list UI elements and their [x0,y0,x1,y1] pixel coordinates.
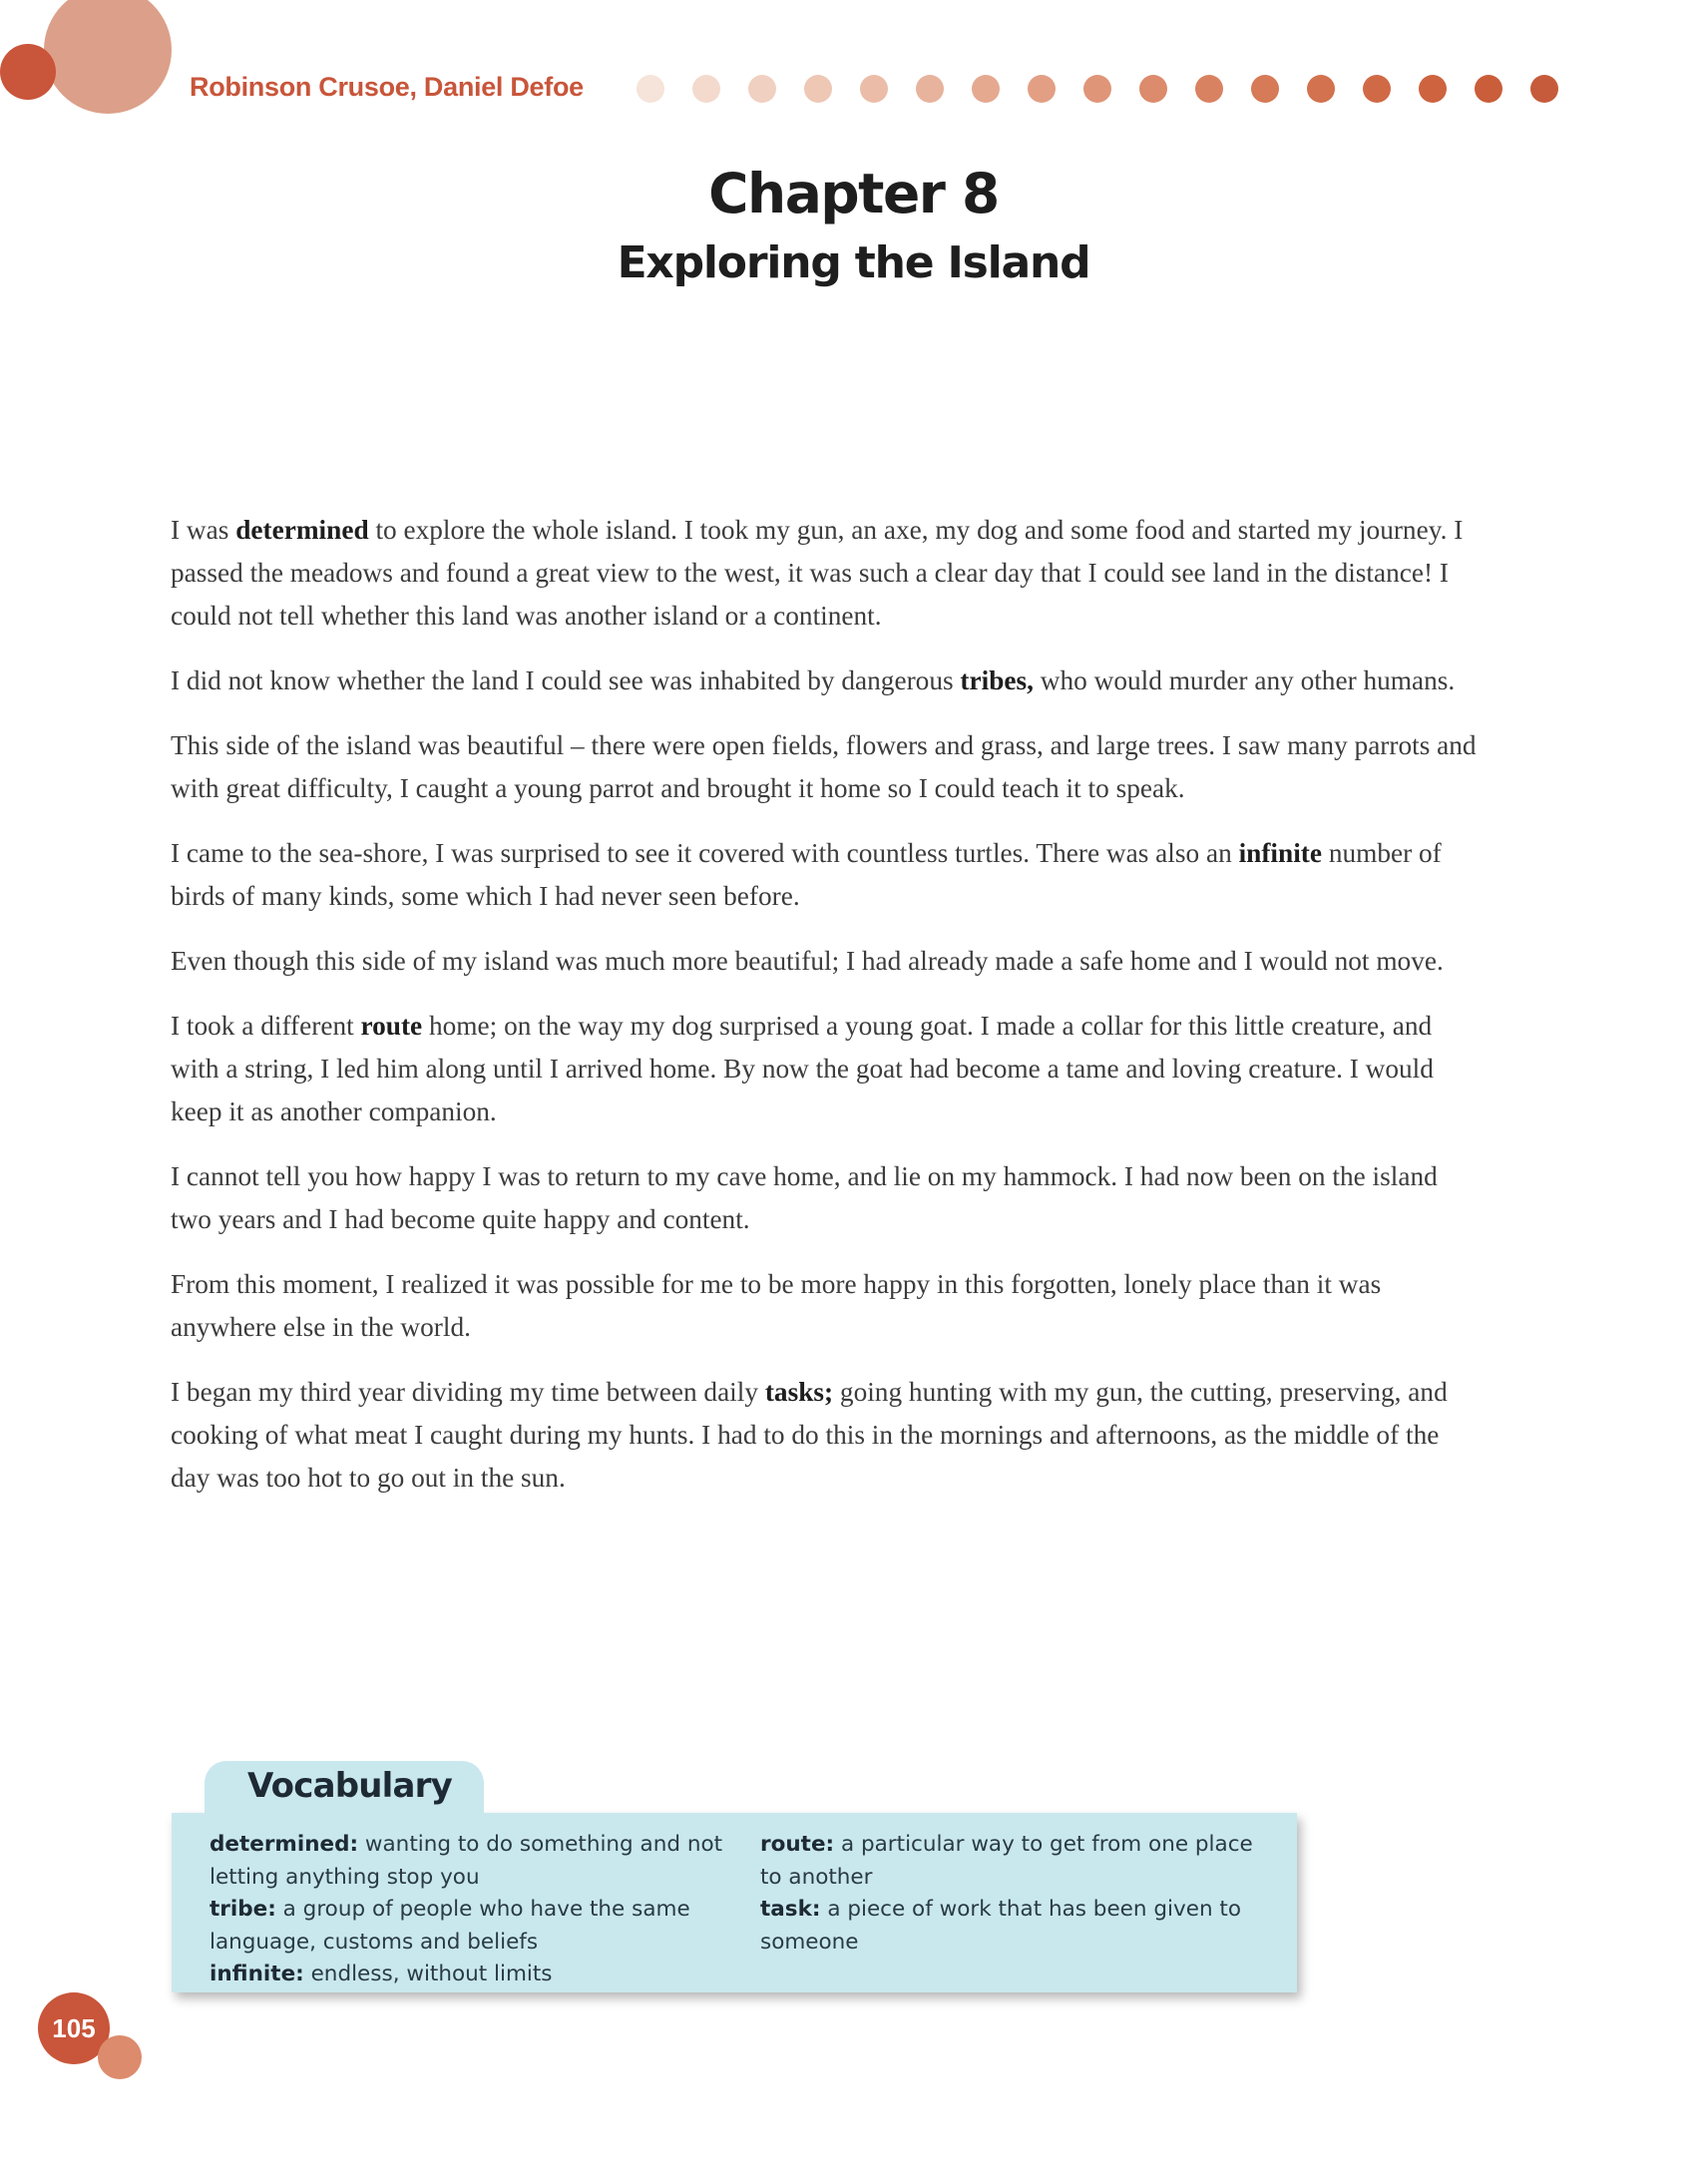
vocab-definition: wanting to do something and not letting anything stop you [210,1832,723,1890]
story-paragraph [171,940,1478,983]
header-dot [1251,75,1279,103]
vocabulary-left-column [210,1829,728,1991]
paragraph-text: home; on the way my dog surprised a young goat. I made a collar for this little creature, and with a string, I led him along until I arrived home. By now the goat had become a tame and loving creature. I would keep it as another companion. [171,1011,1434,1126]
book-title-header: Robinson Crusoe, Daniel Defoe [190,72,584,102]
story-text [171,509,1478,1522]
header-dot [1363,75,1391,103]
paragraph-text: From this moment, I realized it was possible for me to be more happy in this forgotten, lonely place than it was anywhere else in the world. [171,1269,1382,1342]
vocab-highlight: route [360,1011,423,1041]
story-paragraph [171,1371,1478,1500]
header-dot [1530,75,1558,103]
vocab-definition: a group of people who have the same language, customs and beliefs [210,1897,690,1955]
paragraph-text: This side of the island was beautiful – there were open fields, flowers and grass, and large trees. I saw many parrots and with great difficulty, I caught a young parrot and brought it home so I could teach it to speak. [171,730,1477,803]
vocab-highlight: determined [235,515,369,545]
header-dot [1307,75,1335,103]
footer-decoration-circle [98,2035,142,2079]
vocabulary-heading: Vocabulary [247,1766,452,1806]
header-dot [860,75,888,103]
page-number: 105 [38,1992,110,2064]
header-dot [1419,75,1447,103]
header-dot [1083,75,1111,103]
vocabulary-right-column [760,1829,1279,1959]
paragraph-text: I cannot tell you how happy I was to return to my cave home, and lie on my hammock. I had now been on the island two years and I had become quite happy and content. [171,1161,1438,1234]
header-dot [1475,75,1502,103]
header-dot [1028,75,1056,103]
paragraph-text: I was [171,515,236,545]
vocab-term: route: [760,1832,835,1857]
chapter-title: Chapter 8 [708,162,999,225]
vocab-highlight: tribes, [960,665,1034,695]
vocab-definition: endless, without limits [303,1962,553,1986]
paragraph-text: I came to the sea-shore, I was surprised to see it covered with countless turtles. There was also an [171,838,1239,868]
paragraph-text: I took a different [171,1011,361,1041]
vocab-entry [210,1829,728,1894]
vocab-highlight: infinite [1238,838,1322,868]
header-dot [916,75,944,103]
story-paragraph [171,832,1478,918]
paragraph-text: number of birds of many kinds, some which I had never seen before. [171,838,1442,911]
vocab-entry [210,1959,728,1991]
story-paragraph [171,1155,1478,1241]
paragraph-text: who would murder any other humans. [1033,665,1456,695]
header-decoration-small-circle [0,44,56,100]
header-dot [748,75,776,103]
header-dot [1139,75,1167,103]
header-dot [1195,75,1223,103]
vocab-term: tribe: [210,1897,276,1922]
story-paragraph [171,1263,1478,1349]
header-dot [637,75,664,103]
header-decoration-large-circle [44,0,172,114]
paragraph-text: going hunting with my gun, the cutting, preserving, and cooking of what meat I caught during my hunts. I had to do this in the mornings and afternoons, as the middle of the day was too hot to go out in the sun. [171,1377,1448,1493]
header-dot [804,75,832,103]
paragraph-text: Even though this side of my island was much more beautiful; I had already made a safe home and I would not move. [171,946,1444,976]
header-dot-row [637,75,1634,105]
vocab-term: task: [760,1897,821,1922]
vocab-definition: a piece of work that has been given to someone [760,1897,1241,1955]
story-paragraph [171,1005,1478,1133]
vocab-term: infinite: [210,1962,304,1986]
paragraph-text: I did not know whether the land I could see was inhabited by dangerous [171,665,961,695]
chapter-subtitle: Exploring the Island [617,237,1090,288]
story-paragraph [171,659,1478,702]
paragraph-text: to explore the whole island. I took my gun, an axe, my dog and some food and started my journey. I passed the meadows and found a great view to the west, it was such a clear day that I could see land in the distance! I could not tell whether this land was another island or a continent. [171,515,1464,631]
header-dot [972,75,1000,103]
vocab-definition: a particular way to get from one place to another [760,1832,1253,1890]
story-paragraph [171,724,1478,810]
vocab-entry [210,1894,728,1959]
vocab-term: determined: [210,1832,359,1857]
vocab-highlight: tasks; [764,1377,834,1407]
vocab-entry [760,1829,1279,1894]
story-paragraph [171,509,1478,638]
paragraph-text: I began my third year dividing my time between daily [171,1377,765,1407]
vocab-entry [760,1894,1279,1959]
header-dot [692,75,720,103]
